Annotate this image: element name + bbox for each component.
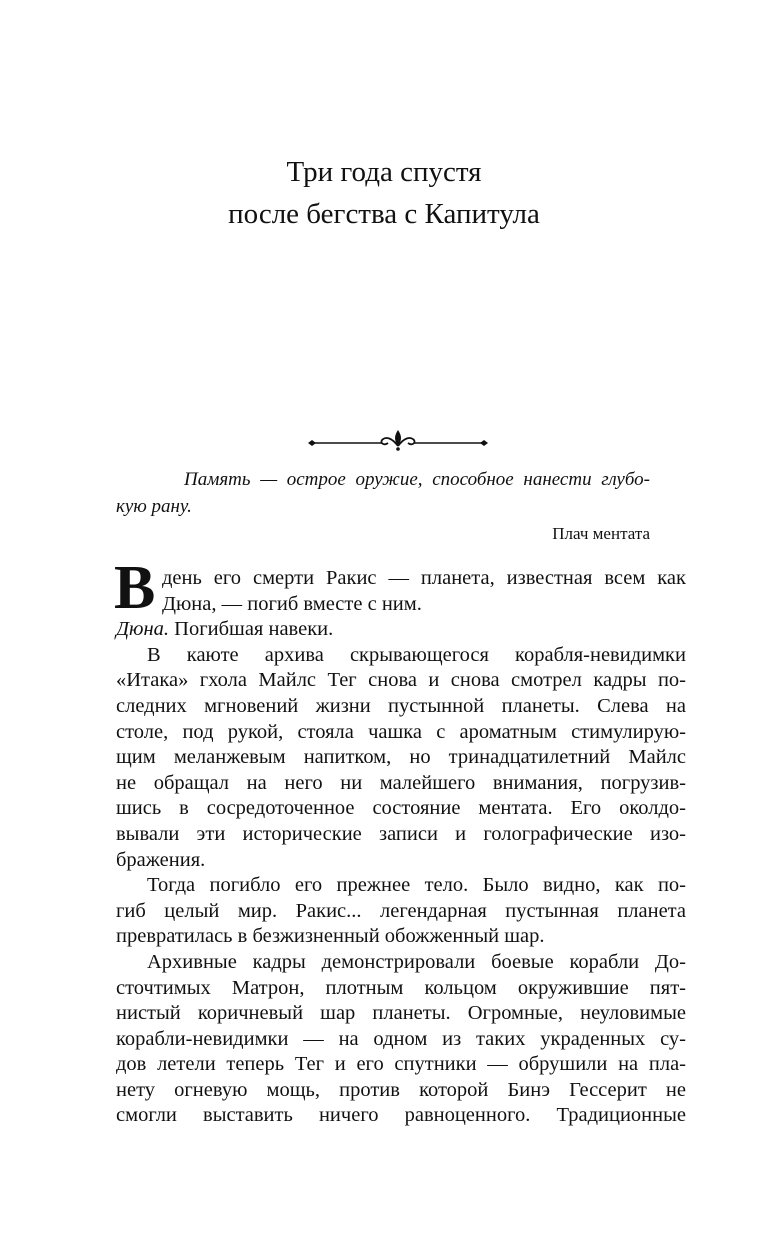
text-line: смогли выставить ничего равноценного. Традиционные [116, 1104, 686, 1127]
text-line: следних мгновений жизни пустынной планеты. Слева на [116, 694, 686, 717]
text-line: Тогда погибло его прежнее тело. Было видно, как по- [147, 874, 686, 897]
text-line: столе, под рукой, стояла чашка с ароматным стимулирую- [116, 720, 686, 743]
text-line: не обращал на него ни малейшего внимания, погрузив- [116, 771, 686, 794]
chapter-title-line-1: Три года спустя [286, 156, 482, 188]
text-line [116, 617, 686, 643]
text-line: бражения. [116, 848, 206, 871]
text-line: шись в сосредоточенное состояние ментата. Его околдо- [116, 797, 686, 820]
text-line: сточтимых Матрон, плотным кольцом окружившие пят- [116, 976, 686, 999]
epigraph-attribution: Плач ментата [552, 524, 650, 543]
body-text [114, 554, 686, 1129]
drop-cap: В [114, 554, 156, 622]
text-line-content: день его смерти Ракис — планета, известная всем как [162, 567, 686, 589]
text-line: В каюте архива скрывающегося корабля-невидимки [147, 643, 686, 666]
text-line: гиб целый мир. Ракис... легендарная пустынная планета [116, 899, 686, 922]
epigraph-line: кую рану. [116, 496, 192, 517]
epigraph-line: Память — острое оружие, способное нанести глубо- [184, 469, 650, 490]
fleuron-divider-icon [306, 428, 490, 452]
text-line: «Итака» гхола Майлс Тег снова и снова смотрел кадры по- [116, 669, 686, 692]
text-line: щим меланжевым напитком, но тринадцатилетний Майлс [116, 746, 686, 769]
text-line: Архивные кадры демонстрировали боевые корабли До- [147, 950, 686, 973]
text-line: корабли-невидимки — на одном из таких украденных су- [116, 1027, 686, 1050]
text-line: вывали эти исторические записи и голографические изо- [116, 822, 686, 845]
epigraph [116, 466, 650, 520]
text-line: дов летели теперь Тег и его спутники — обрушили на пла- [116, 1053, 686, 1076]
text-line-content: Погибшая навеки. [169, 618, 334, 641]
text-line: Дюна, — погиб вместе с ним. [162, 592, 422, 615]
emphasis-text: Дюна. [116, 618, 170, 641]
chapter-title-line-2: после бегства с Капитула [228, 198, 540, 230]
text-line: нистый коричневый шар планеты. Огромные, неуловимые [116, 1002, 686, 1025]
text-line: нету огневую мощь, против которой Бинэ Гессерит не [116, 1078, 686, 1101]
text-line: превратилась в безжизненный обожженный шар. [116, 925, 545, 948]
